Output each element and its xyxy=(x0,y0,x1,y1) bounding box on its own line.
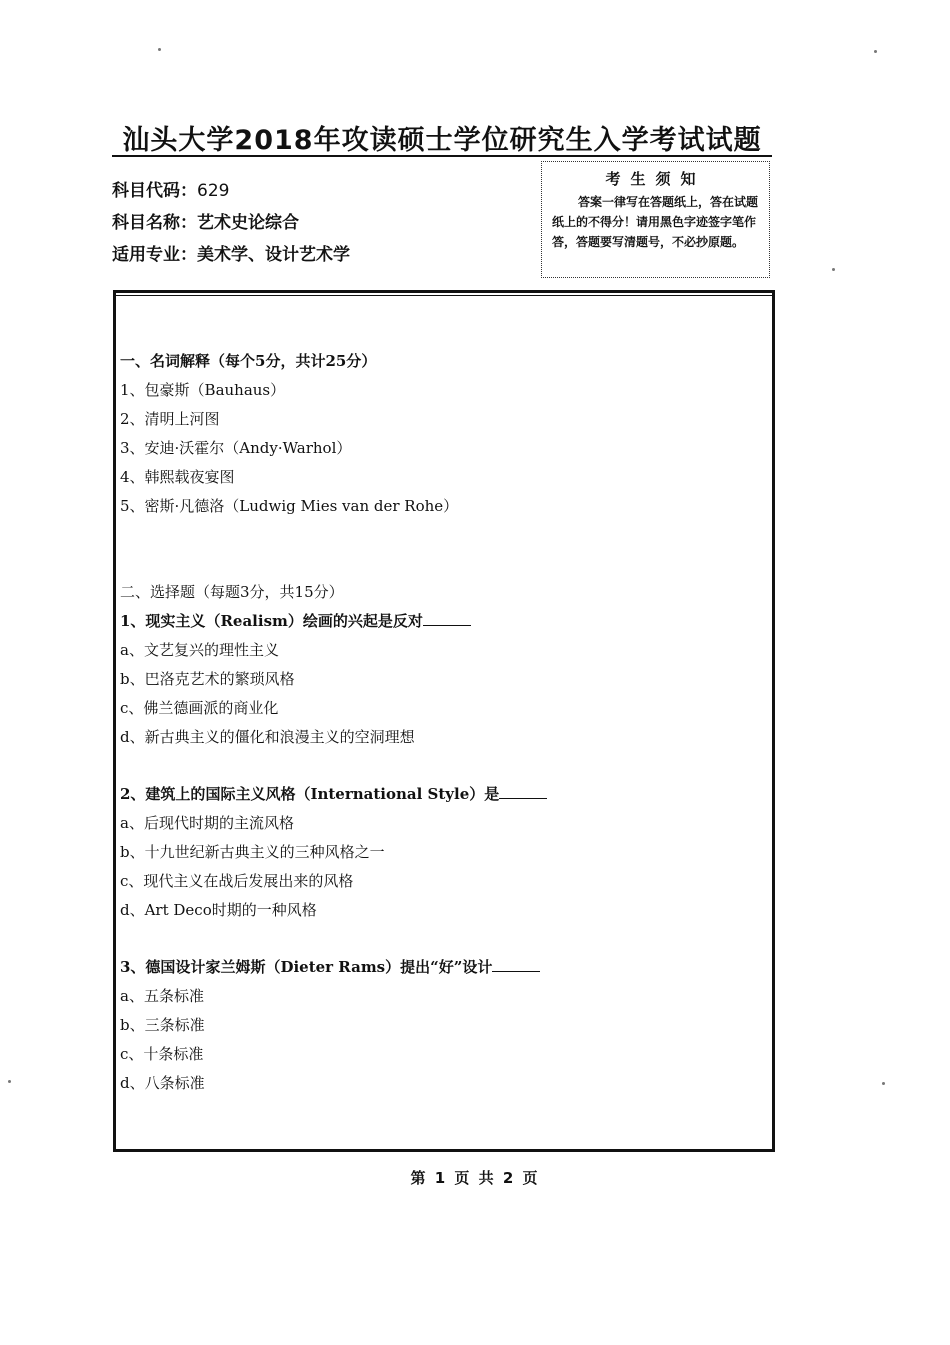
option-item: b、三条标准 xyxy=(120,1016,205,1034)
scan-speck xyxy=(8,1080,11,1083)
scan-speck xyxy=(882,1082,885,1085)
major-label: 适用专业： xyxy=(112,245,197,265)
term-item: 2、清明上河图 xyxy=(120,410,220,428)
major-row xyxy=(112,240,350,265)
scan-speck xyxy=(832,268,835,271)
page-number: 第 1 页 共 2 页 xyxy=(410,1169,540,1187)
option-item: c、十条标准 xyxy=(120,1045,204,1063)
option-item: b、巴洛克艺术的繁琐风格 xyxy=(120,670,295,688)
option-item: b、十九世纪新古典主义的三种风格之一 xyxy=(120,843,385,861)
subject-name-label: 科目名称： xyxy=(112,213,197,233)
option-item: d、新古典主义的僵化和浪漫主义的空洞理想 xyxy=(120,728,415,746)
exam-title: 汕头大学2018年攻读硕士学位研究生入学考试试题 xyxy=(122,125,762,156)
question-stem-text: 2、建筑上的国际主义风格（International Style）是 xyxy=(120,785,500,803)
question-stem xyxy=(120,610,471,631)
subject-name-value: 艺术史论综合 xyxy=(197,213,299,233)
answer-blank xyxy=(499,784,547,799)
scan-speck xyxy=(158,48,161,51)
section1-heading: 一、名词解释（每个5分，共计25分） xyxy=(120,352,377,370)
option-item: d、八条标准 xyxy=(120,1074,205,1092)
scan-speck xyxy=(874,50,877,53)
subject-code-label: 科目代码： xyxy=(112,181,197,201)
answer-blank xyxy=(492,957,540,972)
answer-blank xyxy=(423,611,471,626)
term-item: 1、包豪斯（Bauhaus） xyxy=(120,381,286,399)
term-item: 3、安迪·沃霍尔（Andy·Warhol） xyxy=(120,439,352,457)
option-item: a、五条标准 xyxy=(120,987,204,1005)
subject-code-value: 629 xyxy=(197,181,230,201)
term-item: 5、密斯·凡德洛（Ludwig Mies van der Rohe） xyxy=(120,497,459,515)
question-stem-text: 3、德国设计家兰姆斯（Dieter Rams）提出“好”设计 xyxy=(120,958,493,976)
option-item: c、佛兰德画派的商业化 xyxy=(120,699,279,717)
notice-body: 答案一律写在答题纸上，答在试题纸上的不得分！请用黑色字迹签字笔作答，答题要写清题号，不必抄原题。 xyxy=(552,195,759,249)
title-rule xyxy=(112,155,772,157)
question-stem xyxy=(120,956,540,977)
subject-name-row xyxy=(112,208,299,233)
option-item: a、文艺复兴的理性主义 xyxy=(120,641,279,659)
option-item: c、现代主义在战后发展出来的风格 xyxy=(120,872,354,890)
option-item: d、Art Deco时期的一种风格 xyxy=(120,901,317,919)
subject-code-row xyxy=(112,176,229,201)
section2-heading: 二、选择题（每题3分，共15分） xyxy=(120,583,344,601)
question-stem xyxy=(120,783,547,804)
term-item: 4、韩熙载夜宴图 xyxy=(120,468,235,486)
question-stem-text: 1、现实主义（Realism）绘画的兴起是反对 xyxy=(120,612,423,630)
major-value: 美术学、设计艺术学 xyxy=(197,245,350,265)
candidate-notice-box xyxy=(541,161,770,278)
notice-title: 考生须知 xyxy=(605,170,706,188)
option-item: a、后现代时期的主流风格 xyxy=(120,814,294,832)
